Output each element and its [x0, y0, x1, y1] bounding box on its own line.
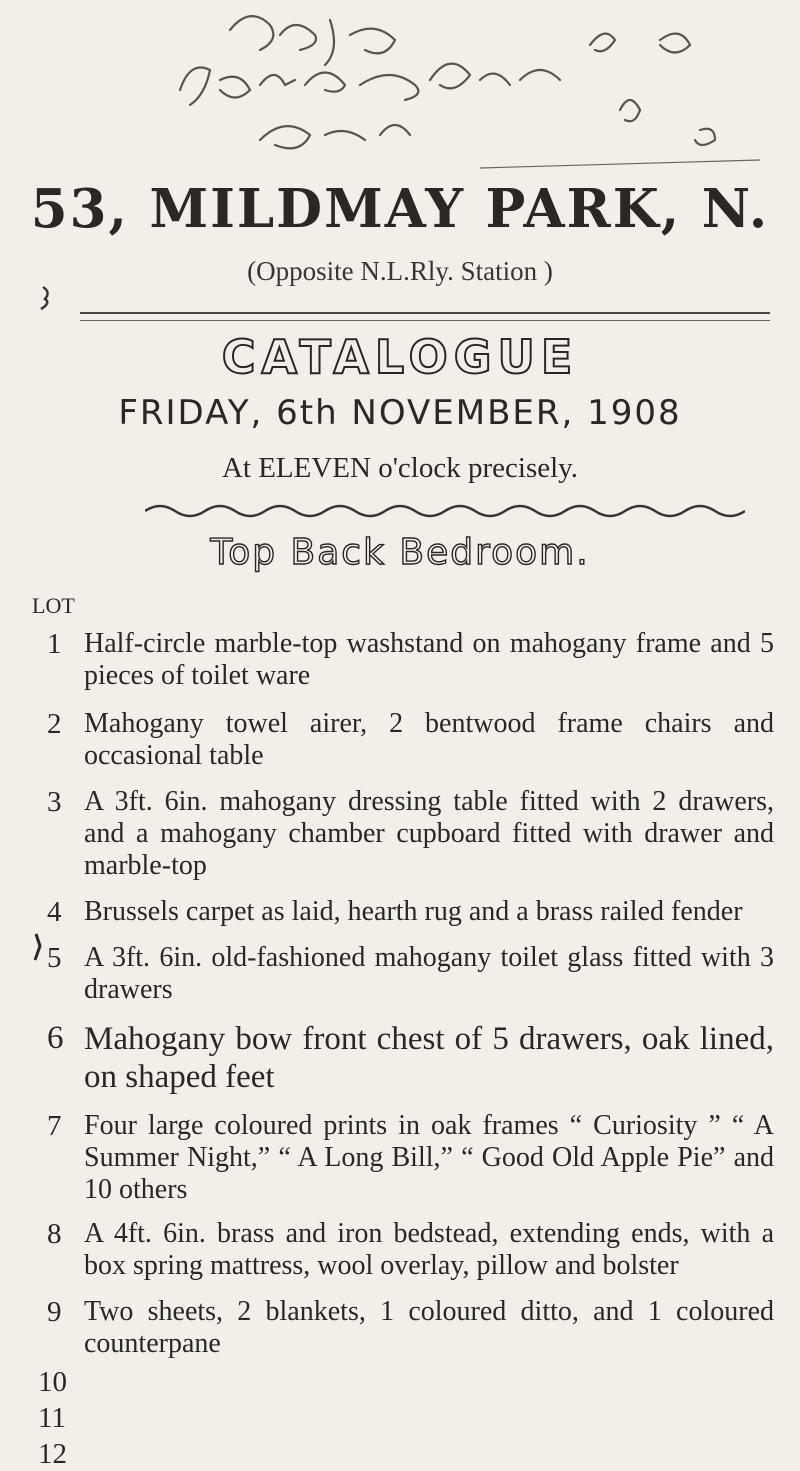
lot-number: 9	[47, 1296, 62, 1328]
lot-description: Mahogany towel airer, 2 bentwood frame chairs and occasional table	[84, 708, 774, 771]
lot-description: Mahogany bow front chest of 5 drawers, oak lined, on shaped feet	[84, 1021, 774, 1095]
wavy-divider	[145, 500, 745, 522]
lot-number: 4	[47, 896, 62, 928]
lot-number: 2	[47, 708, 62, 740]
lot-number: 1	[47, 628, 62, 660]
lot-number: 7	[47, 1110, 62, 1142]
double-rule-divider	[80, 312, 770, 321]
handwriting-strokes	[60, 0, 760, 175]
lot-description: Brussels carpet as laid, hearth rug and a brass railed fender	[84, 896, 743, 927]
faint-rule	[480, 160, 760, 168]
lot-description: A 4ft. 6in. brass and iron bedstead, extending ends, with a box spring mattress, wool overlay, pillow and bolster	[84, 1218, 774, 1281]
sale-date: FRIDAY, 6th NOVEMBER, 1908	[118, 393, 682, 433]
margin-ink-mark	[38, 282, 58, 312]
lot-description: A 3ft. 6in. mahogany dressing table fitted with 2 drawers, and a mahogany chamber cupboard fitted with drawer and marble-top	[84, 786, 774, 881]
lot-description: A 3ft. 6in. old-fashioned mahogany toilet glass fitted with 3 drawers	[84, 942, 774, 1005]
margin-ink-mark	[28, 930, 48, 964]
lot-description: Four large coloured prints in oak frames “ Curiosity ” “ A Summer Night,” “ A Long Bill,” “ Good Old Apple Pie” and 10 others	[84, 1110, 774, 1205]
lot-number: 6	[47, 1020, 64, 1056]
address-subtitle: (Opposite N.L.Rly. Station )	[247, 256, 553, 286]
auction-address: 53, MILDMAY PARK, N.	[30, 178, 770, 240]
lot-number: 12	[38, 1438, 67, 1470]
room-heading: Top Back Bedroom.	[210, 532, 590, 573]
lot-number: 10	[38, 1366, 67, 1398]
lot-number: 11	[38, 1402, 66, 1434]
lot-number: 3	[47, 786, 62, 818]
lot-description: Half-circle marble-top washstand on mahogany frame and 5 pieces of toilet ware	[84, 628, 774, 691]
handwritten-annotation	[60, 0, 760, 175]
catalogue-title: CATALOGUE	[221, 330, 579, 384]
lot-number: 8	[47, 1218, 62, 1250]
sale-time: At ELEVEN o'clock precisely.	[221, 452, 579, 484]
lot-description: Two sheets, 2 blankets, 1 coloured ditto, and 1 coloured counterpane	[84, 1296, 774, 1359]
lot-number: 5	[47, 942, 62, 974]
lot-column-header: LOT	[32, 593, 75, 618]
